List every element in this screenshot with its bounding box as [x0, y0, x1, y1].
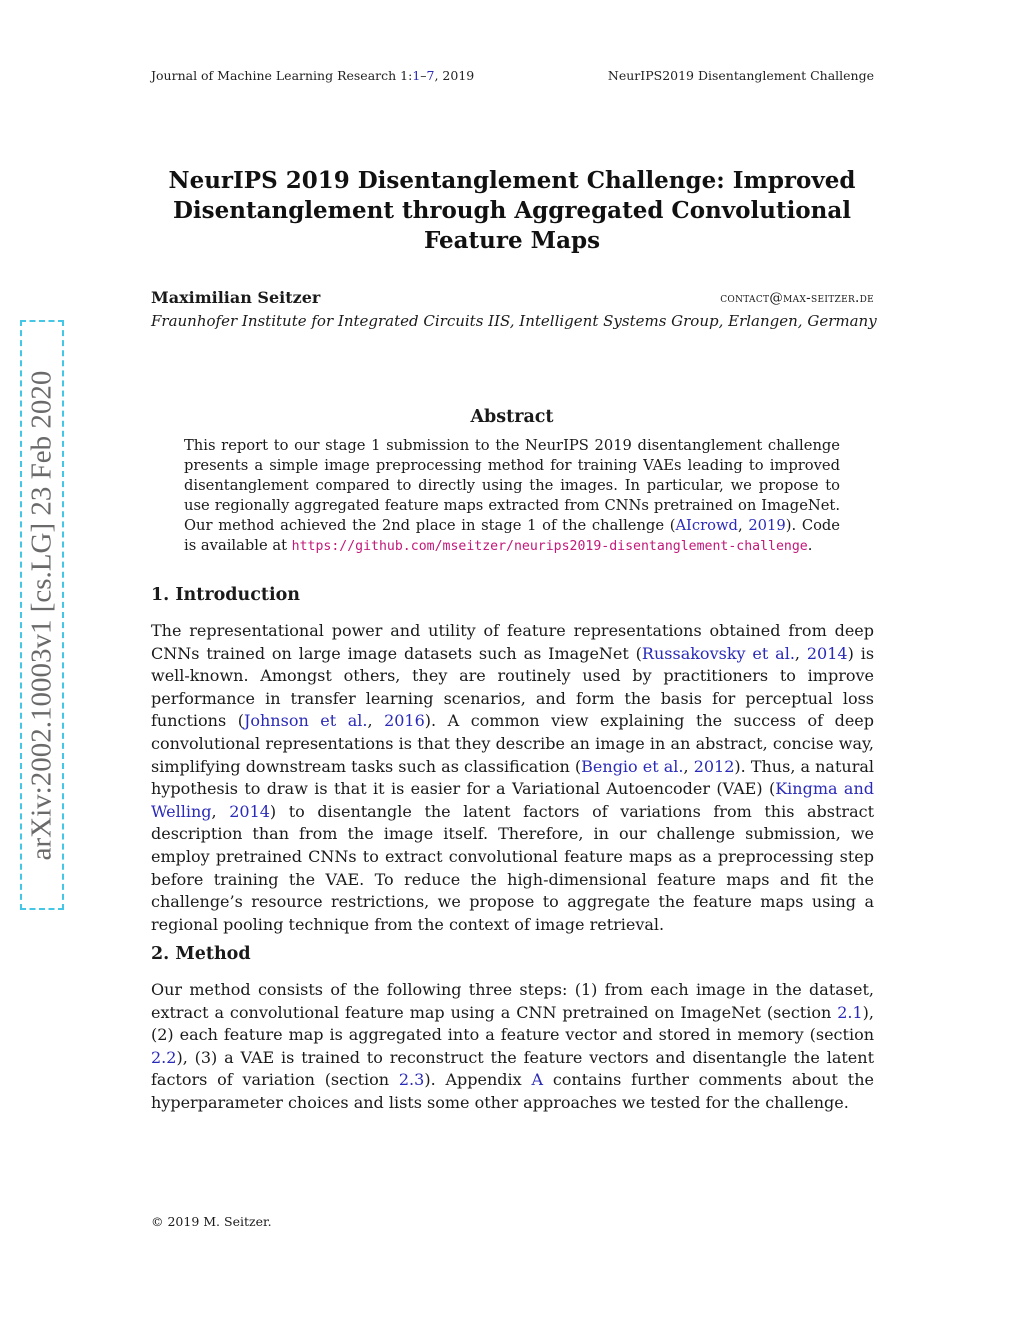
- citation-aicrowd[interactable]: AIcrowd: [675, 517, 738, 534]
- citation-russakovsky[interactable]: Russakovsky et al.: [641, 643, 795, 663]
- method-text: ), (3) a VAE is trained to reconstruct the feature vectors and disentangle the latent factors of variation (section: [151, 1047, 874, 1090]
- intro-text: ) to disentangle the latent factors of variations from this abstract description than from the image itself. Therefore, in our challenge submission, we employ pretrained CNNs to extract convolutional feature maps as a preprocessing step before training the VAE. To reduce the high-dimensional feature maps and fit the challenge’s resource restrictions, we propose to aggregate the feature maps using a regional pooling technique from the context of image retrieval.: [151, 801, 875, 934]
- method-text: ), (2) each feature map is aggregated into a feature vector and stored in memory (section: [151, 1002, 874, 1045]
- abstract-text-1: This report to our stage 1 submission to the NeurIPS 2019 disentanglement challenge presents a simple image preprocessing method for training VAEs leading to improved disentanglement compared to directly using the images. In particular, we propose to use regionally aggregated feature maps extracted from CNNs pretrained on ImageNet. Our method achieved the 2nd place in stage 1 of the challenge (: [184, 437, 840, 534]
- abstract-text-2: ). Code is available at: [184, 517, 841, 554]
- section-heading-introduction: 1. Introduction: [151, 585, 300, 605]
- intro-text: The representational power and utility of feature representations obtained from deep CNNs trained on large image datasets such as ImageNet (: [151, 621, 874, 663]
- method-text: Our method consists of the following three steps: (1) from each image in the dataset, extract a convolutional feature map using a CNN pretrained on ImageNet (section: [151, 980, 874, 1022]
- running-header-short-title: NeurIPS2019 Disentanglement Challenge: [607, 68, 874, 83]
- abstract-heading: Abstract: [470, 407, 554, 427]
- journal-name: Journal of Machine Learning Research 1:: [151, 68, 413, 83]
- abstract-cite-sep: ,: [737, 517, 749, 534]
- code-url-link[interactable]: https://github.com/mseitzer/neurips2019-disentanglement-challenge: [291, 539, 808, 554]
- abstract-text-3: .: [807, 537, 813, 554]
- running-header-journal: [151, 68, 474, 83]
- author-affiliation: Fraunhofer Institute for Integrated Circuits IIS, Intelligent Systems Group, Erlangen, Germany: [151, 312, 877, 330]
- citation-johnson-year[interactable]: 2016: [384, 711, 425, 731]
- method-text: contains further comments about the hyperparameter choices and lists some other approaches we tested for the challenge.: [151, 1070, 874, 1112]
- introduction-paragraph: The representational power and utility of feature representations obtained from deep CNNs trained on large image datasets such as ImageNet (Russakovsky et al., 2014) is well-known. Amongst others, they are routinely used by practitioners to improve performance in transfer learning scenarios, and form the basis for perceptual loss functions (Johnson et al., 2016). A common view explaining the success of deep convolutional representations is that they describe an image in an abstract, concise way, simplifying downstream tasks such as classification (Bengio et al., 2012). Thus, a natural hypothesis to draw is that it is easier for a Variational Autoencoder (VAE) (Kingma and Welling, 2014) to disentangle the latent factors of variations from this abstract description than from the image itself. Therefore, in our challenge submission, we employ pretrained CNNs to extract convolutional feature maps as a preprocessing step before training the VAE. To reduce the high-dimensional feature maps and fit the challenge’s resource restrictions, we propose to aggregate the feature maps using a regional pooling technique from the context of image retrieval.: [151, 621, 875, 934]
- ref-section-2-3[interactable]: 2.3: [398, 1070, 425, 1090]
- page-to-link[interactable]: 7: [426, 68, 435, 83]
- copyright-footer: © 2019 M. Seitzer.: [151, 1214, 272, 1229]
- ref-section-2-2[interactable]: 2.2: [151, 1047, 177, 1067]
- author-email: contact@max-seitzer.de: [720, 290, 874, 306]
- page-from-link[interactable]: 1: [412, 68, 421, 83]
- citation-bengio[interactable]: Bengio et al.: [581, 756, 684, 776]
- page-dash: –: [420, 68, 427, 83]
- intro-text: ). A common view explaining the success of deep convolutional representations is that they describe an image in an abstract, concise way, simplifying downstream tasks such as classification (: [151, 711, 875, 776]
- method-paragraph: [151, 979, 874, 1115]
- arxiv-stamp-text: arXiv:2002.10003v1 [cs.LG] 23 Feb 2020: [25, 370, 58, 860]
- intro-text: ) is well-known. Amongst others, they are routinely used by practitioners to improve performance in transfer learning scenarios, and form the basis for perceptual loss functions (: [151, 643, 875, 731]
- paper-title: NeurIPS 2019 Disentanglement Challenge: Improved Disentanglement through Aggregated Convolutional Feature Maps: [168, 167, 856, 254]
- citation-aicrowd-year[interactable]: 2019: [748, 517, 786, 534]
- author-name: Maximilian Seitzer: [151, 288, 321, 307]
- citation-kingma[interactable]: Kingma and Welling: [151, 779, 875, 821]
- citation-russakovsky-year[interactable]: 2014: [806, 643, 848, 663]
- citation-bengio-year[interactable]: 2012: [693, 756, 735, 776]
- citation-johnson[interactable]: Johnson et al.: [243, 711, 368, 731]
- ref-appendix-a[interactable]: A: [531, 1070, 544, 1090]
- ref-section-2-1[interactable]: 2.1: [837, 1002, 863, 1022]
- abstract-body: [184, 436, 840, 557]
- section-heading-method: 2. Method: [151, 944, 251, 964]
- method-text: ). Appendix: [424, 1070, 532, 1090]
- intro-text: ). Thus, a natural hypothesis to draw is that it is easier for a Variational Autoencoder (VAE) (: [151, 756, 875, 799]
- journal-year: , 2019: [434, 68, 475, 83]
- citation-kingma-year[interactable]: 2014: [229, 801, 270, 821]
